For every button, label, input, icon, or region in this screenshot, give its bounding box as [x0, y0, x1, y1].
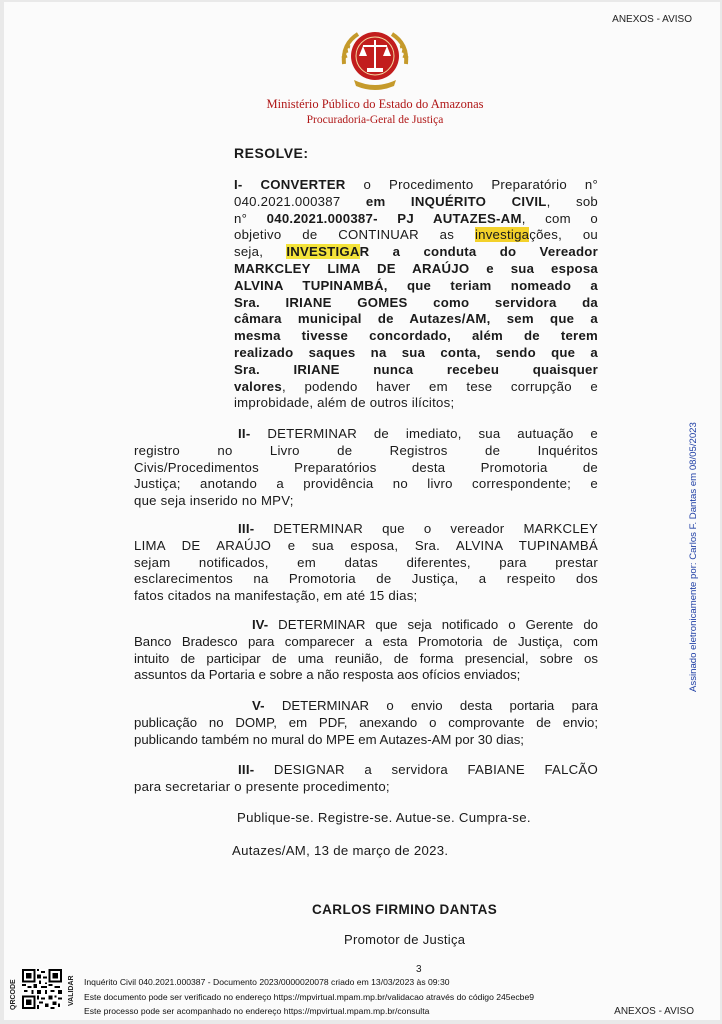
- p2-line: registro no Livro de Registros de Inquéritos: [134, 442, 598, 458]
- p3-line: LIMA DE ARAÚJO e sua esposa, Sra. ALVINA TUPINAMBÁ: [134, 537, 598, 553]
- p1-text: objetivo de CONTINUAR as: [234, 227, 475, 243]
- p1-text: n°: [234, 210, 267, 226]
- validar-label: VALIDAR: [68, 975, 75, 1006]
- item-iv-determinar: [134, 617, 598, 684]
- p2-line: Justiça; anotando a providência no livro correspondente; e: [134, 476, 598, 492]
- p4-text: DETERMINAR que seja notificado o Gerente do: [268, 617, 598, 632]
- p1-highlight: INVESTIGA: [286, 244, 360, 260]
- page-number: 3: [416, 964, 422, 975]
- footer-validation-info: Este documento pode ser verificado no endereço https://mpvirtual.mpam.mp.br/validacao através do código 245ecbe9: [84, 992, 534, 1002]
- p2-label: II-: [238, 426, 251, 441]
- p1-line: improbidade, além de outros ilícitos;: [234, 395, 455, 411]
- p1-line: Sra. IRIANE nunca recebeu quaisquer: [234, 361, 598, 377]
- p3-line: fatos citados na manifestação, em até 15 dias;: [134, 588, 418, 604]
- item-v-determinar: [134, 698, 598, 748]
- p1-text: o Procedimento Preparatório n°: [345, 177, 598, 192]
- p1-bold: R a conduta do Vereador: [359, 244, 598, 260]
- footer-tracking-info: Este processo pode ser acompanhado no endereço https://mpvirtual.mpam.mp.br/consulta: [84, 1006, 430, 1016]
- item-i-converter: [234, 177, 598, 412]
- p6-text: DESIGNAR a servidora FABIANE FALCÃO: [254, 762, 598, 777]
- p1-line: MARKCLEY LIMA DE ARAÚJO e sua esposa: [234, 260, 598, 276]
- p1-line: realizado saques na sua conta, sendo que a: [234, 344, 598, 360]
- qr-code-icon[interactable]: [22, 969, 62, 1009]
- p2-line: Civis/Procedimentos Preparatórios desta Promotoria de: [134, 459, 598, 475]
- p3-line: [134, 521, 598, 538]
- p1-bold: 040.2021.000387- PJ AUTAZES-AM: [266, 210, 522, 226]
- p6-line: [134, 762, 598, 779]
- footer-document-info: Inquérito Civil 040.2021.000387 - Documento 2023/0000020078 criado em 13/03/2023 às 09:30: [84, 977, 450, 987]
- qrcode-label: QRCODE: [10, 979, 17, 1010]
- p1-bold: valores: [234, 378, 282, 394]
- p1-text: , podendo haver em tese corrupção e: [281, 378, 598, 394]
- item-iii-designar: [134, 762, 598, 796]
- p5-line: [134, 698, 598, 715]
- org-name: Ministério Público do Estado do Amazonas: [266, 97, 484, 111]
- p5-line: publicando também no mural do MPE em Autazes-AM por 30 dias;: [134, 731, 524, 747]
- p1-text: , sob: [546, 193, 598, 209]
- p6-label: III-: [238, 762, 255, 777]
- p1-line: mesma tivesse concordado, além de terem: [234, 328, 598, 344]
- p1-text: ções, ou: [529, 227, 598, 243]
- resolve-heading: RESOLVE:: [234, 145, 309, 161]
- p1-line: Sra. IRIANE GOMES como servidora da: [234, 294, 598, 310]
- p1-text: seja,: [234, 244, 287, 260]
- p1-line: [234, 211, 598, 228]
- p4-line: [134, 617, 598, 634]
- p1-line: [234, 244, 598, 261]
- p1-line: [234, 278, 598, 295]
- p2-text: DETERMINAR de imediato, sua autuação e: [250, 426, 598, 441]
- p1-bold: ALVINA TUPINAMBÁ: [234, 277, 384, 293]
- p1-line: [234, 227, 598, 244]
- electronic-signature-note: Assinado eletronicamente por: Carlos F. Dantas em 08/05/2023: [688, 422, 699, 692]
- p3-label: III-: [238, 521, 255, 536]
- p6-line: para secretariar o presente procedimento;: [134, 778, 390, 794]
- p1-label: I- CONVERTER: [234, 177, 346, 192]
- p5-label: V-: [252, 698, 265, 713]
- p4-line: intuito de participar de uma reunião, de forma presencial, sobre os: [134, 650, 598, 666]
- signer-name: CARLOS FIRMINO DANTAS: [312, 902, 498, 917]
- header-tag: ANEXOS - AVISO: [612, 14, 692, 25]
- p4-label: IV-: [252, 617, 269, 632]
- closing-formula: Publique-se. Registre-se. Autue-se. Cumpra-se.: [237, 810, 531, 825]
- place-date: Autazes/AM, 13 de março de 2023.: [232, 843, 449, 858]
- p1-line: câmara municipal de Autazes/AM, sem que a: [234, 311, 598, 327]
- p1-text: , com o: [521, 210, 598, 226]
- p1-line: [234, 379, 598, 396]
- item-ii-determinar: [134, 426, 598, 510]
- p3-line: sejam notificados, em datas diferentes, para prestar: [134, 554, 598, 570]
- p5-line: publicação no DOMP, em PDF, anexando o comprovante de envio;: [134, 714, 598, 730]
- p4-line: Banco Bradesco para comparecer a esta Promotoria de Justiça, com: [134, 633, 598, 649]
- item-iii-determinar: [134, 521, 598, 605]
- p1-line: [234, 177, 598, 194]
- mpam-emblem-icon: [336, 24, 414, 94]
- signer-role: Promotor de Justiça: [344, 932, 466, 947]
- p1-bold: em INQUÉRITO CIVIL: [365, 193, 547, 209]
- document-page: [4, 2, 720, 1020]
- org-subtitle: Procuradoria-Geral de Justiça: [306, 114, 444, 126]
- p4-line: assuntos da Portaria e sobre a não resposta aos ofícios enviados;: [134, 667, 521, 683]
- footer-tag: ANEXOS - AVISO: [614, 1006, 694, 1017]
- p1-highlight: investiga: [474, 227, 530, 243]
- p2-line: que seja inserido no MPV;: [134, 493, 294, 509]
- p1-line: [234, 194, 598, 211]
- p2-line: [134, 426, 598, 443]
- p3-line: esclarecimentos na Promotoria de Justiça, a respeito dos: [134, 571, 598, 587]
- p3-text: DETERMINAR que o vereador MARKCLEY: [254, 521, 598, 536]
- p1-bold: , que teriam nomeado a: [383, 277, 598, 293]
- p5-text: DETERMINAR o envio desta portaria para: [264, 698, 598, 713]
- p1-text: 040.2021.000387: [234, 193, 366, 209]
